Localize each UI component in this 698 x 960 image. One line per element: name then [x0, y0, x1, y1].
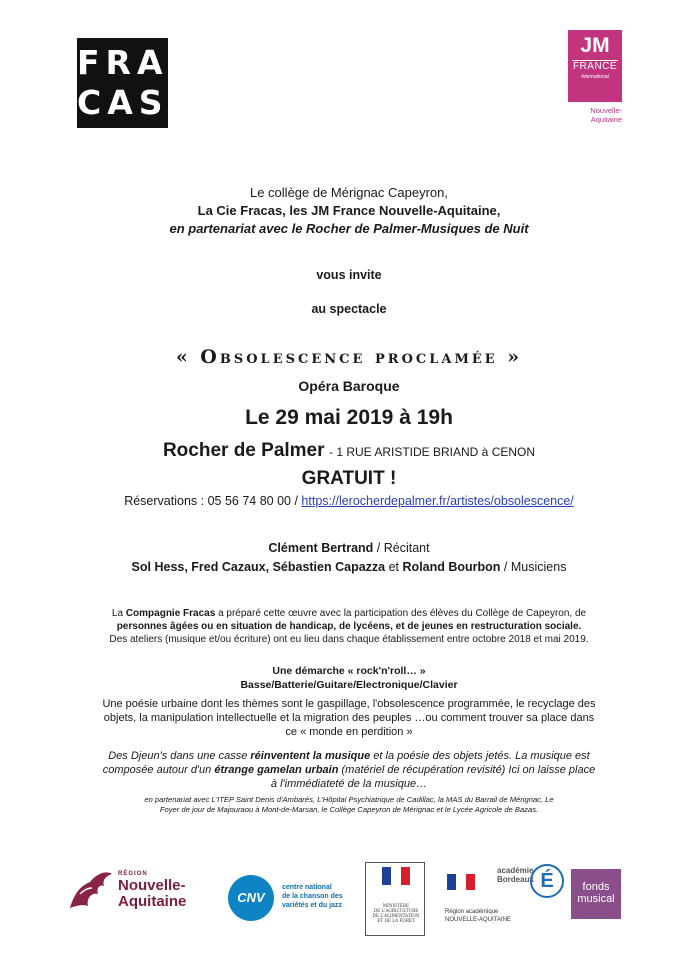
demarche-block — [0, 664, 698, 692]
fracas-logo — [77, 38, 168, 128]
show-title: « Obsolescence proclamée » — [175, 346, 523, 368]
region-name-line1: Nouvelle- — [118, 877, 186, 894]
fracas-logo-line2: CAS — [77, 83, 169, 122]
para-c-bold1: réinventent la musique — [250, 750, 371, 762]
paragraph-company-line1 — [0, 607, 698, 620]
venue-line — [0, 440, 698, 462]
para-d-line1: en partenariat avec L'ITEP Saint Denis d'Ambarès, L'Hôpital Psychiatrique de Cadillac, la MAS du Barrail de Mérignac, Le — [144, 795, 554, 804]
para-a-company: Compagnie Fracas — [125, 608, 216, 619]
region-name-line2: Aquitaine — [118, 893, 187, 910]
academie-name — [497, 866, 534, 884]
musicians-and: et — [388, 560, 400, 574]
intro-line-1: Le collège de Mérignac Capeyron, — [249, 185, 448, 200]
paragraph-djeuns — [0, 749, 698, 791]
cnv-text — [282, 883, 343, 910]
paragraph-company-line3: Des ateliers (musique et/ou écriture) ont eu lieu dans chaque établissement entre octobre 2018 et mai 2019. — [109, 634, 589, 645]
ministere-line3: DE L'ALIMENTATION — [372, 913, 420, 918]
cnv-line2: de la chanson des — [282, 893, 343, 900]
paragraph-poetry — [0, 697, 698, 739]
republique-flag-icon — [447, 874, 475, 890]
para-c-part1: Des Djeun's dans une casse — [108, 750, 248, 762]
cnv-line3: variétés et du jazz — [282, 902, 342, 909]
credit-narrator — [0, 541, 698, 555]
reservation-label: Réservations : 05 56 74 80 00 / — [124, 494, 298, 508]
fonds-musical-logo — [571, 869, 621, 919]
invite-text: vous invite — [316, 268, 382, 282]
region-nouvelle-aquitaine-logo — [66, 864, 216, 914]
para-b-line2: objets, la manipulation intellectuelle et la migration des peuples …ou comment trouver sa place dans — [103, 712, 595, 724]
academie-bordeaux-logo — [445, 856, 560, 928]
venue-name: Rocher de Palmer — [162, 440, 325, 461]
fracas-logo-line1: FRA — [77, 43, 169, 82]
jm-france-mark-box — [568, 30, 622, 102]
price-text: GRATUIT ! — [301, 468, 397, 489]
credit-musicians — [0, 560, 698, 574]
marianne-flag-icon — [382, 867, 410, 885]
jm-mark: JM — [580, 34, 610, 57]
para-a-part1: La — [111, 608, 124, 619]
paragraph-company — [0, 607, 698, 646]
jm-france-name: FRANCE — [572, 61, 618, 72]
ministere-line1: MINISTÈRE — [382, 903, 410, 908]
region-academique-line1: Région académique — [445, 909, 499, 915]
paragraph-company-line2 — [0, 620, 698, 633]
region-academique-line2: NOUVELLE-AQUITAINE — [445, 917, 511, 923]
narrator-name: Clément Bertrand — [268, 541, 374, 555]
paragraph-partners — [0, 795, 698, 815]
ministere-line4: ET DE LA FORÊT — [377, 918, 415, 923]
musicians-names: Sol Hess, Fred Cazaux, Sébastien Capazza — [131, 560, 386, 574]
para-c-line2 — [0, 763, 698, 777]
ministere-line2: DE L'AGRICULTURE — [373, 908, 419, 913]
reservation-link[interactable]: https://lerocherdepalmer.fr/artistes/obsolescence/ — [301, 494, 574, 508]
intro-line-2: La Cie Fracas, les JM France Nouvelle-Aquitaine, — [197, 203, 501, 218]
region-label: RÉGION — [118, 871, 148, 877]
musician-last: Roland Bourbon — [402, 560, 501, 574]
para-c-part4: (matériel de récupération revisité) Ici on laisse place — [341, 764, 596, 776]
cnv-logo — [228, 875, 348, 921]
show-date: Le 29 mai 2019 à 19h — [245, 406, 453, 429]
para-b-line1: Une poésie urbaine dont les thèmes sont le gaspillage, l'obsolescence programmée, le recyclage des — [102, 698, 596, 710]
lion-icon — [66, 864, 116, 914]
show-subtitle: Opéra Baroque — [298, 378, 400, 394]
para-c-bold2: étrange gamelan urbain — [214, 764, 339, 776]
venue-address: - 1 RUE ARISTIDE BRIAND à CENON — [328, 445, 536, 459]
fonds-line1: fonds — [582, 881, 610, 893]
spectacle-text: au spectacle — [311, 302, 387, 316]
academie-line1: académie — [497, 866, 534, 875]
jm-region-line1: Nouvelle- — [590, 106, 622, 115]
cnv-line1: centre national — [282, 884, 332, 891]
demarche-line1: Une démarche « rock'n'roll… » — [272, 665, 426, 677]
para-d-line2: Foyer de jour de Majouraou à Mont-de-Marsan, le Collège Capeyron de Mérignac et le Lycée Agricole de Bazas. — [159, 805, 539, 814]
jm-tagline: International — [581, 74, 609, 80]
para-a-part2: a préparé cette œuvre avec la participation des élèves du Collège de Capeyron, de — [218, 608, 587, 619]
para-c-line3: à l'immédiateté de la musique… — [270, 778, 428, 790]
para-c-line1 — [0, 749, 698, 763]
narrator-role: / Récitant — [376, 541, 430, 555]
academie-line2: Bordeaux — [497, 875, 534, 884]
jm-france-logo — [568, 30, 622, 124]
musicians-role: / Musiciens — [503, 560, 567, 574]
para-b-line3: ce « monde en perdition » — [285, 726, 413, 738]
region-academique — [445, 908, 511, 924]
jm-region-line2: Aquitaine — [590, 115, 622, 124]
region-text — [118, 870, 186, 910]
jm-region — [568, 106, 622, 124]
fonds-line2: musical — [577, 893, 615, 905]
demarche-line2: Basse/Batterie/Guitare/Electronique/Clavier — [240, 679, 458, 691]
intro-line-3: en partenariat avec le Rocher de Palmer-Musiques de Nuit — [169, 221, 529, 236]
ministere-agriculture-logo — [365, 862, 425, 936]
reservation-line — [0, 494, 698, 508]
academie-e-icon: É — [530, 864, 564, 898]
ministere-text — [368, 903, 424, 923]
cnv-mark: CNV — [228, 875, 274, 921]
para-a-part3: personnes âgées ou en situation de handicap, de lycéens, et de jeunes en restructuration sociale. — [116, 621, 582, 632]
para-c-part3: composée autour d'un — [102, 764, 212, 776]
para-c-part2: et la poésie des objets jetés. La musique est — [373, 750, 590, 762]
